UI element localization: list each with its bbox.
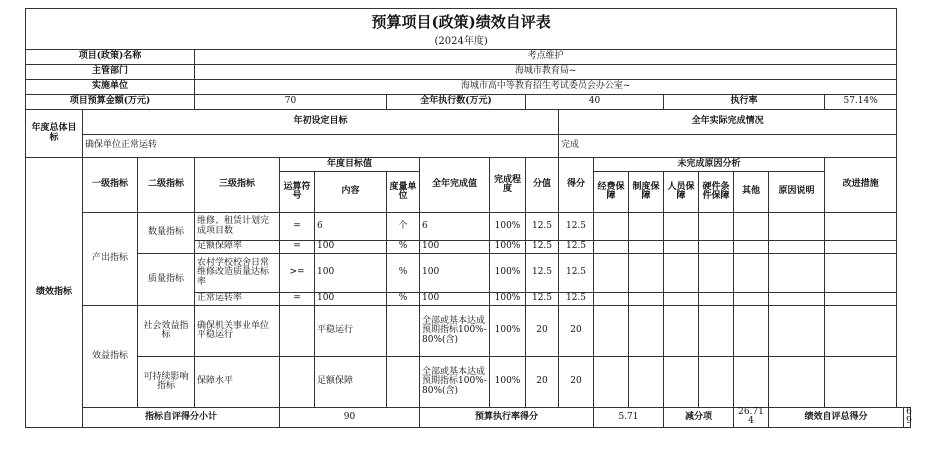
level1-effect: 效益指标 [83,306,138,408]
annual-cell: 100 [420,241,490,254]
score-cell: 20 [559,306,594,357]
degree-header: 完成程度 [490,158,526,213]
empty-cell [734,293,769,306]
empty-cell [594,241,629,254]
empty-cell [594,254,629,293]
performance-section-label: 绩效指标 [26,158,83,428]
empty-cell [825,254,897,293]
score-cell: 12.5 [559,213,594,241]
operator-cell [280,357,315,408]
budget-value: 70 [195,95,387,110]
empty-cell [629,241,664,254]
level2-social: 社会效益指标 [138,306,195,357]
degree-cell: 100% [490,293,526,306]
operator-cell: = [280,241,315,254]
empty-cell [629,306,664,357]
budget-score-value: 5.71 [594,408,664,428]
content-cell: 平稳运行 [315,306,387,357]
unit-cell [387,306,420,357]
unit-cell: % [387,293,420,306]
empty-cell [594,213,629,241]
score-cell: 12.5 [559,241,594,254]
unit-cell: % [387,254,420,293]
report-year: (2024年度) [26,36,897,50]
weight-cell: 20 [526,357,559,408]
annual-header: 全年完成值 [420,158,490,213]
empty-cell [594,306,629,357]
empty-cell [734,306,769,357]
executed-label: 全年执行数(万元) [387,95,526,110]
empty-cell [825,241,897,254]
empty-cell [769,357,825,408]
degree-cell: 100% [490,213,526,241]
degree-cell: 100% [490,306,526,357]
score-cell: 12.5 [559,293,594,306]
empty-cell [629,213,664,241]
operator-header: 运算符号 [280,172,315,213]
level2-quality: 质量指标 [138,254,195,306]
empty-cell [734,241,769,254]
rate-value: 57.14% [825,95,897,110]
unit-cell [387,357,420,408]
content-header: 内容 [315,172,387,213]
empty-cell [594,357,629,408]
annual-goal-label: 年度总体目标 [26,110,83,158]
operator-cell: >= [280,254,315,293]
empty-cell [734,254,769,293]
annual-cell: 全部或基本达成预期指标100%-80%(含) [420,306,490,357]
annual-cell: 100 [420,293,490,306]
degree-cell: 100% [490,357,526,408]
score-cell: 12.5 [559,254,594,293]
footer-row [26,408,911,428]
level3-header: 三级指标 [195,158,280,213]
budget-score-label: 预算执行率得分 [420,408,594,428]
weight-cell: 12.5 [526,293,559,306]
empty-cell [699,357,734,408]
unit-label: 实施单位 [26,80,195,95]
annual-cell: 6 [420,213,490,241]
subtotal-label: 指标自评得分小计 [83,408,280,428]
reason-system-header: 制度保障 [629,172,664,213]
unit-cell: 个 [387,213,420,241]
content-cell: 100 [315,241,387,254]
reason-note-header: 原因说明 [769,172,825,213]
empty-cell [699,293,734,306]
operator-cell [280,306,315,357]
empty-cell [825,213,897,241]
empty-cell [769,241,825,254]
reason-funding-header: 经费保障 [594,172,629,213]
project-name-label: 项目(政策)名称 [26,50,195,65]
score-header: 得分 [559,158,594,213]
weight-cell: 20 [526,306,559,357]
empty-cell [629,254,664,293]
weight-cell: 12.5 [526,213,559,241]
deduct-label: 减分项 [664,408,734,428]
table-row [26,357,911,408]
empty-cell [699,213,734,241]
deduct-value: 26.714 [734,408,769,428]
empty-cell [699,254,734,293]
weight-cell: 12.5 [526,254,559,293]
target-group-header: 年度目标值 [280,158,420,172]
improve-header: 改进措施 [825,158,897,213]
weight-cell: 12.5 [526,241,559,254]
empty-cell [734,213,769,241]
dept-label: 主管部门 [26,65,195,80]
degree-cell: 100% [490,254,526,293]
level3-cell: 保障水平 [195,357,280,408]
weight-header: 分值 [526,158,559,213]
rate-label: 执行率 [664,95,825,110]
actual-goal-header: 全年实际完成情况 [559,110,897,135]
reason-hardware-header: 硬件条件保障 [699,172,734,213]
level3-cell: 确保机关事业单位平稳运行 [195,306,280,357]
unit-header: 度量单位 [387,172,420,213]
executed-value: 40 [526,95,664,110]
level2-quantity: 数量指标 [138,213,195,254]
empty-cell [664,213,699,241]
budget-label: 项目预算金额(万元) [26,95,195,110]
evaluation-table [25,8,911,428]
degree-cell: 100% [490,241,526,254]
annual-cell: 100 [420,254,490,293]
content-cell: 足额保障 [315,357,387,408]
reason-other-header: 其他 [734,172,769,213]
empty-cell [769,293,825,306]
level1-output: 产出指标 [83,213,138,306]
empty-cell [629,293,664,306]
actual-goal: 完成 [559,135,897,158]
empty-cell [664,357,699,408]
table-row [26,306,911,357]
level2-header: 二级指标 [138,158,195,213]
empty-cell [664,241,699,254]
unit-value: 海城市高中等教育招生考试委员会办公室~ [195,80,897,95]
page-title: 预算项目(政策)绩效自评表 [26,9,897,37]
table-row [26,213,911,241]
annual-cell: 全部或基本达成预期指标100%-80%(含) [420,357,490,408]
unit-cell: % [387,241,420,254]
empty-cell [825,306,897,357]
dept-value: 海城市教育局~ [195,65,897,80]
evaluation-sheet [25,8,911,428]
empty-cell [664,306,699,357]
empty-cell [664,254,699,293]
table-row [26,254,911,293]
total-value: 69 [904,408,911,428]
total-label: 绩效自评总得分 [769,408,904,428]
empty-cell [699,241,734,254]
operator-cell: = [280,293,315,306]
level3-cell: 正常运转率 [195,293,280,306]
empty-cell [769,254,825,293]
level3-cell: 足额保障率 [195,241,280,254]
empty-cell [825,293,897,306]
reason-group-header: 未完成原因分析 [594,158,825,172]
empty-cell [734,357,769,408]
empty-cell [825,357,897,408]
level3-cell: 维修、租赁计划完成项目数 [195,213,280,241]
initial-goal: 确保单位正常运转 [83,135,559,158]
empty-cell [769,213,825,241]
level1-header: 一级指标 [83,158,138,213]
content-cell: 6 [315,213,387,241]
subtotal-value: 90 [280,408,420,428]
operator-cell: = [280,213,315,241]
initial-goal-header: 年初设定目标 [83,110,559,135]
content-cell: 100 [315,293,387,306]
empty-cell [699,306,734,357]
empty-cell [769,306,825,357]
project-name: 考点维护 [195,50,897,65]
empty-cell [664,293,699,306]
empty-cell [594,293,629,306]
level2-sustain: 可持续影响指标 [138,357,195,408]
reason-staff-header: 人员保障 [664,172,699,213]
score-cell: 20 [559,357,594,408]
content-cell: 100 [315,254,387,293]
level3-cell: 农村学校校舍日常维修改造质量达标率 [195,254,280,293]
empty-cell [629,357,664,408]
